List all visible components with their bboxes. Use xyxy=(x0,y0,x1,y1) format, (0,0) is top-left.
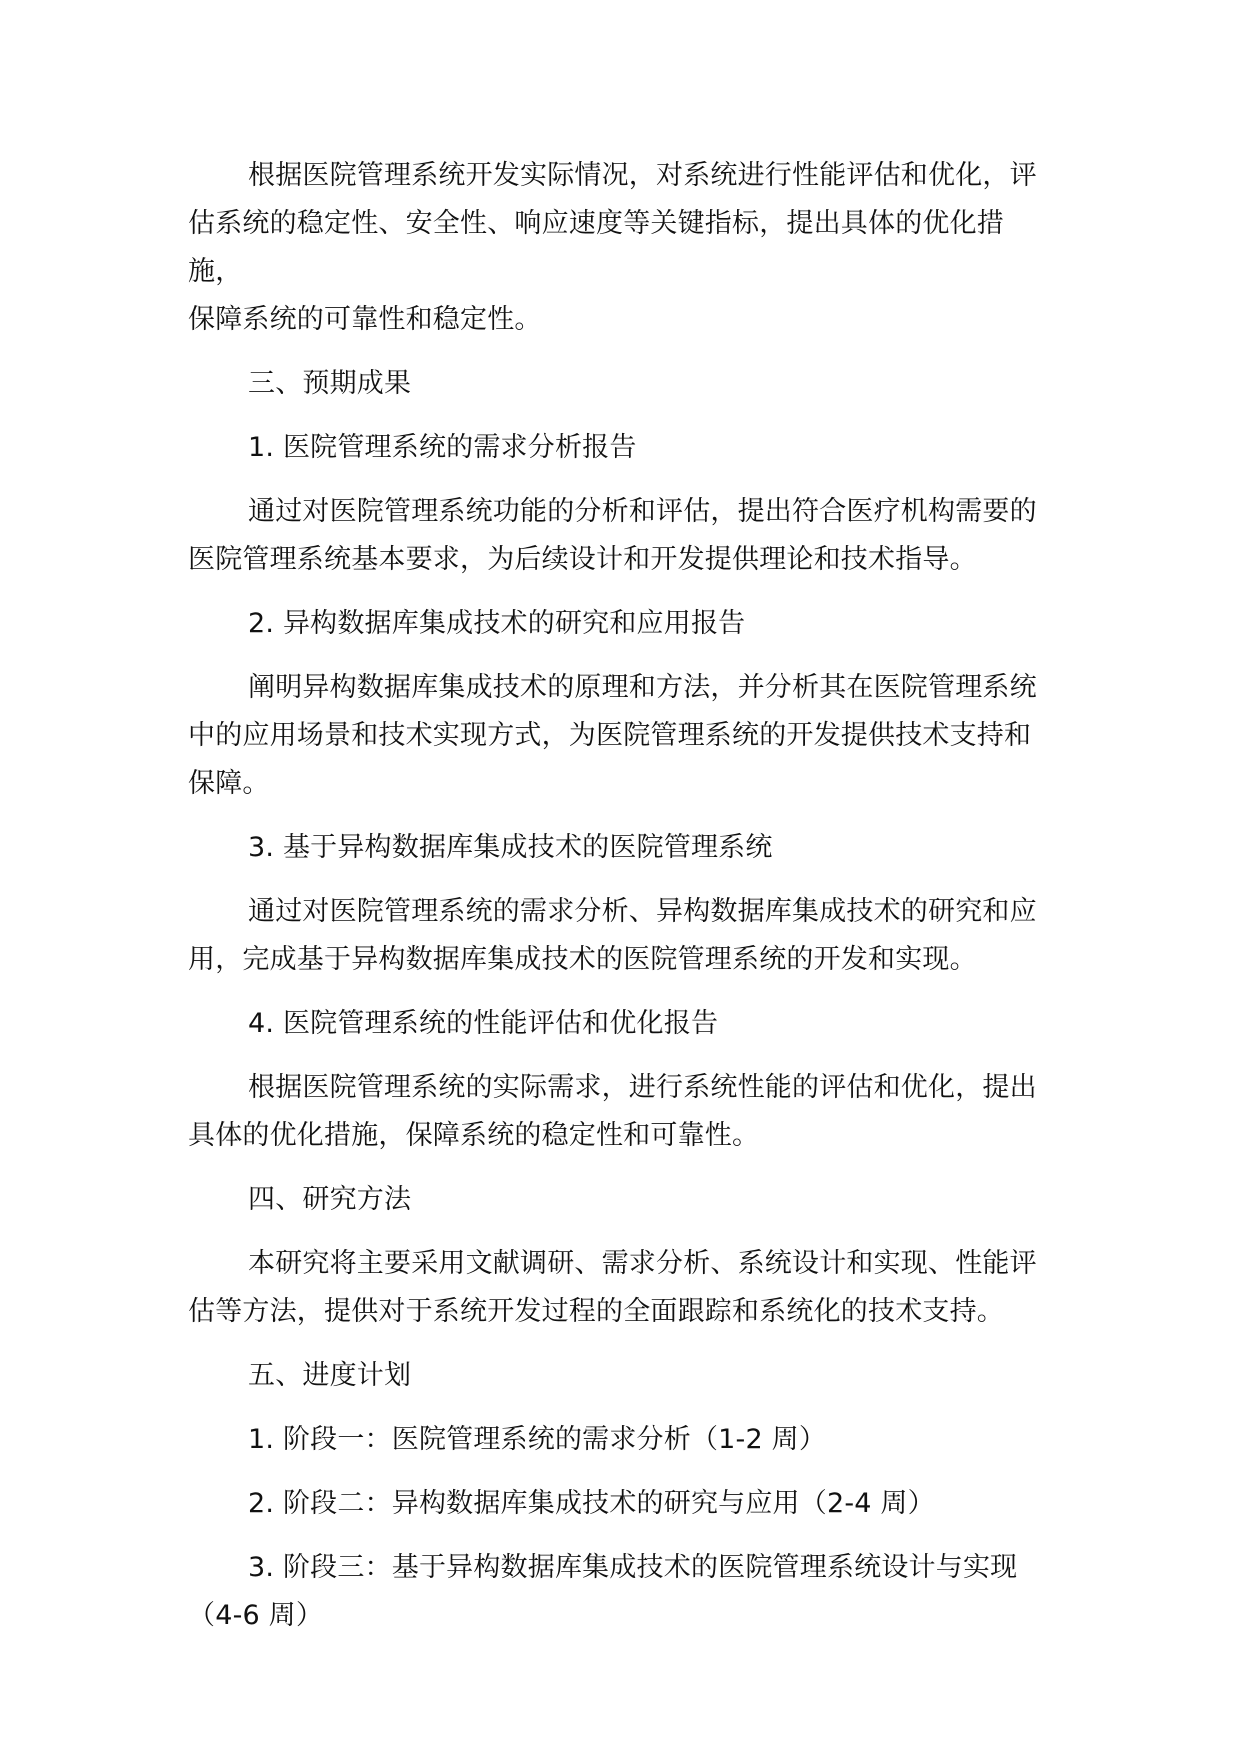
heading-text: 3. 基于异构数据库集成技术的医院管理系统 xyxy=(248,832,773,863)
paragraph-line: 医院管理系统基本要求，为后续设计和开发提供理论和技术指导。 xyxy=(188,544,977,575)
paragraph-line: 估系统的稳定性、安全性、响应速度等关键指标，提出具体的优化措施， xyxy=(188,208,1004,287)
paragraph-performance-report xyxy=(188,1064,1058,1160)
heading-text: 4. 医院管理系统的性能评估和优化报告 xyxy=(248,1008,719,1039)
paragraph-line: 通过对医院管理系统功能的分析和评估，提出符合医疗机构需要的 xyxy=(248,496,1037,527)
paragraph-line: 中的应用场景和技术实现方式，为医院管理系统的开发提供技术支持和 xyxy=(188,720,1032,751)
heading-text: 三、预期成果 xyxy=(248,368,412,399)
heading-text: 五、进度计划 xyxy=(248,1360,412,1391)
paragraph-line: 根据医院管理系统的实际需求，进行系统性能的评估和优化，提出 xyxy=(248,1072,1037,1103)
heading-text: 2. 异构数据库集成技术的研究和应用报告 xyxy=(248,608,746,639)
paragraph-performance-evaluation xyxy=(188,152,1058,344)
subheading-requirements-report xyxy=(188,424,1058,472)
document-body xyxy=(188,152,1058,1640)
paragraph-line: 阐明异构数据库集成技术的原理和方法，并分析其在医院管理系统 xyxy=(248,672,1037,703)
schedule-text: 1. 阶段一：医院管理系统的需求分析（1-2 周） xyxy=(248,1424,827,1455)
paragraph-line: 用，完成基于异构数据库集成技术的医院管理系统的开发和实现。 xyxy=(188,944,977,975)
schedule-text: 3. 阶段三：基于异构数据库集成技术的医院管理系统设计与实现 xyxy=(248,1552,1018,1583)
schedule-item-phase-3 xyxy=(188,1544,1058,1640)
section-heading-expected-results xyxy=(188,360,1058,408)
subheading-integration-report xyxy=(188,600,1058,648)
section-heading-research-methods xyxy=(188,1176,1058,1224)
paragraph-line: 根据医院管理系统开发实际情况，对系统进行性能评估和优化，评 xyxy=(248,160,1037,191)
paragraph-line: 本研究将主要采用文献调研、需求分析、系统设计和实现、性能评 xyxy=(248,1248,1037,1279)
paragraph-line: 估等方法，提供对于系统开发过程的全面跟踪和系统化的技术支持。 xyxy=(188,1296,1004,1327)
paragraph-integration-report xyxy=(188,664,1058,808)
schedule-item-phase-2 xyxy=(188,1480,1058,1528)
heading-text: 1. 医院管理系统的需求分析报告 xyxy=(248,432,637,463)
paragraph-line: 保障。 xyxy=(188,768,270,799)
schedule-text: 2. 阶段二：异构数据库集成技术的研究与应用（2-4 周） xyxy=(248,1488,935,1519)
paragraph-line: 通过对医院管理系统的需求分析、异构数据库集成技术的研究和应 xyxy=(248,896,1037,927)
schedule-item-phase-1 xyxy=(188,1416,1058,1464)
subheading-hospital-system xyxy=(188,824,1058,872)
schedule-text: （4-6 周） xyxy=(188,1600,324,1631)
subheading-performance-report xyxy=(188,1000,1058,1048)
paragraph-line: 保障系统的可靠性和稳定性。 xyxy=(188,304,542,335)
heading-text: 四、研究方法 xyxy=(248,1184,412,1215)
section-heading-schedule xyxy=(188,1352,1058,1400)
paragraph-requirements-report xyxy=(188,488,1058,584)
paragraph-hospital-system xyxy=(188,888,1058,984)
paragraph-research-methods xyxy=(188,1240,1058,1336)
paragraph-line: 具体的优化措施，保障系统的稳定性和可靠性。 xyxy=(188,1120,760,1151)
